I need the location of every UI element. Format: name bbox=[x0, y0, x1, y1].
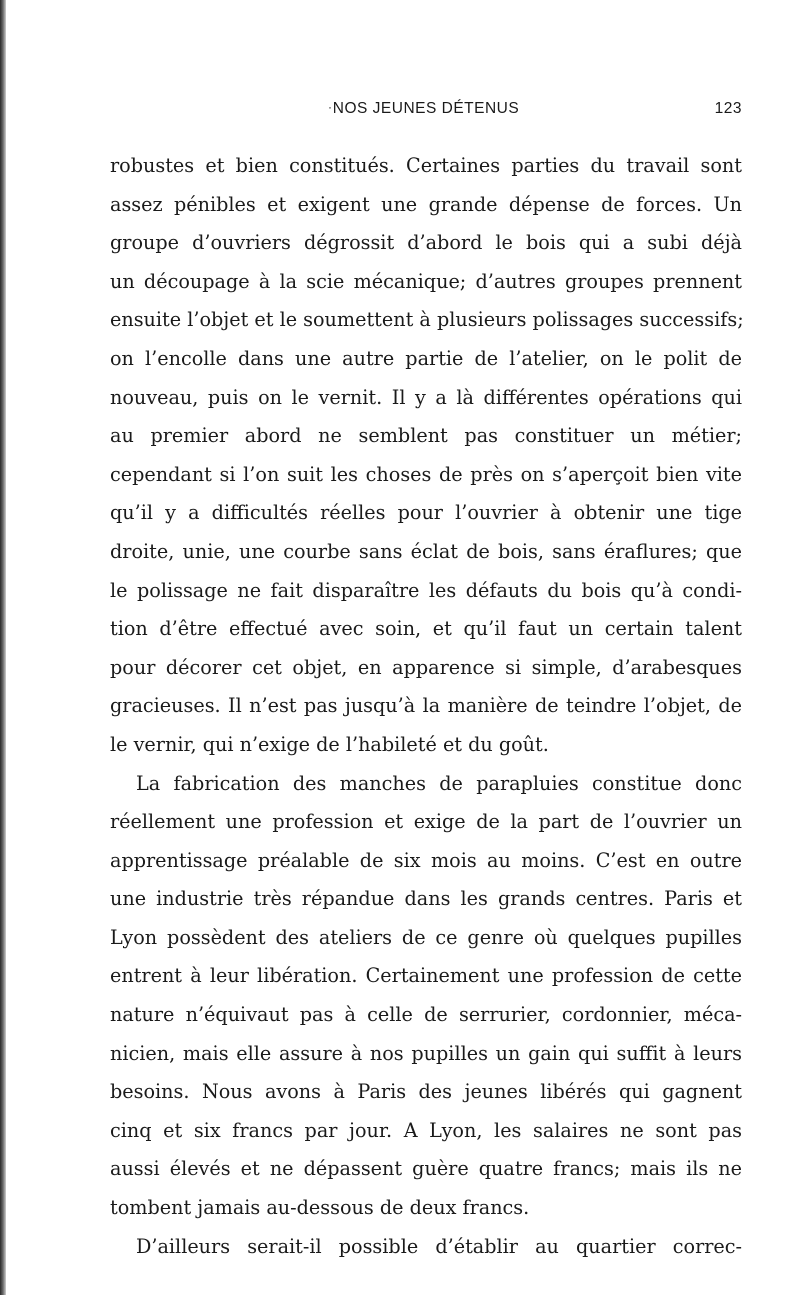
text-line: entrent à leur libération. Certainement une profession de cette bbox=[110, 964, 742, 988]
book-spine-edge bbox=[0, 0, 6, 1295]
page-header bbox=[110, 100, 742, 124]
text-line: nicien, mais elle assure à nos pupilles un gain qui suffit à leurs bbox=[110, 1041, 742, 1065]
header-dot: · bbox=[328, 100, 333, 114]
text-line: ensuite l’objet et le soumettent à plusieurs polissages successifs; bbox=[110, 308, 744, 332]
text-line: nouveau, puis on le vernit. Il y a là différentes opérations qui bbox=[110, 385, 742, 409]
text-line: cinq et six francs par jour. A Lyon, les salaires ne sont pas bbox=[110, 1118, 742, 1142]
text-line: groupe d’ouvriers dégrossit d’abord le bois qui a subi déjà bbox=[110, 231, 742, 255]
text-line: nature n’équivaut pas à celle de serrurier, cordonnier, méca- bbox=[110, 1003, 742, 1027]
text-line: le vernir, qui n’exige de l’habileté et du goût. bbox=[110, 732, 549, 756]
text-line: on l’encolle dans une autre partie de l’atelier, on le polit de bbox=[110, 346, 742, 370]
text-line: un découpage à la scie mécanique; d’autres groupes prennent bbox=[110, 269, 742, 293]
text-line: gracieuses. Il n’est pas jusqu’à la manière de teindre l’objet, de bbox=[110, 694, 742, 718]
text-line: tion d’être effectué avec soin, et qu’il faut un certain talent bbox=[110, 617, 742, 641]
text-line: droite, unie, une courbe sans éclat de bois, sans éraflures; que bbox=[110, 539, 742, 563]
text-line: qu’il y a difficultés réelles pour l’ouvrier à obtenir une tige bbox=[110, 501, 742, 525]
text-line: réellement une profession et exige de la part de l’ouvrier un bbox=[110, 810, 742, 834]
text-line: Lyon possèdent des ateliers de ce genre où quelques pupilles bbox=[110, 925, 742, 949]
text-line: La fabrication des manches de parapluies constitue donc bbox=[136, 771, 742, 795]
text-line: apprentissage préalable de six mois au moins. C’est en outre bbox=[110, 848, 742, 872]
page-number: 123 bbox=[714, 100, 742, 117]
text-line: une industrie très répandue dans les grands centres. Paris et bbox=[110, 887, 742, 911]
body-text bbox=[110, 147, 742, 1266]
text-line: assez pénibles et exigent une grande dépense de forces. Un bbox=[110, 192, 742, 216]
text-line: pour décorer cet objet, en apparence si simple, d’arabesques bbox=[110, 655, 742, 679]
text-line: D’ailleurs serait-il possible d’établir au quartier correc- bbox=[136, 1234, 742, 1258]
text-line: aussi élevés et ne dépassent guère quatre francs; mais ils ne bbox=[110, 1157, 742, 1181]
text-line: le polissage ne fait disparaître les défauts du bois qu’à condi- bbox=[110, 578, 742, 602]
text-line: besoins. Nous avons à Paris des jeunes libérés qui gagnent bbox=[110, 1080, 742, 1104]
text-line: au premier abord ne semblent pas constituer un métier; bbox=[110, 424, 742, 448]
running-title: NOS JEUNES DÉTENUS bbox=[332, 100, 520, 117]
text-line: tombent jamais au-dessous de deux francs. bbox=[110, 1196, 530, 1220]
text-line: cependant si l’on suit les choses de près on s’aperçoit bien vite bbox=[110, 462, 742, 486]
text-line: robustes et bien constitués. Certaines parties du travail sont bbox=[110, 154, 742, 177]
